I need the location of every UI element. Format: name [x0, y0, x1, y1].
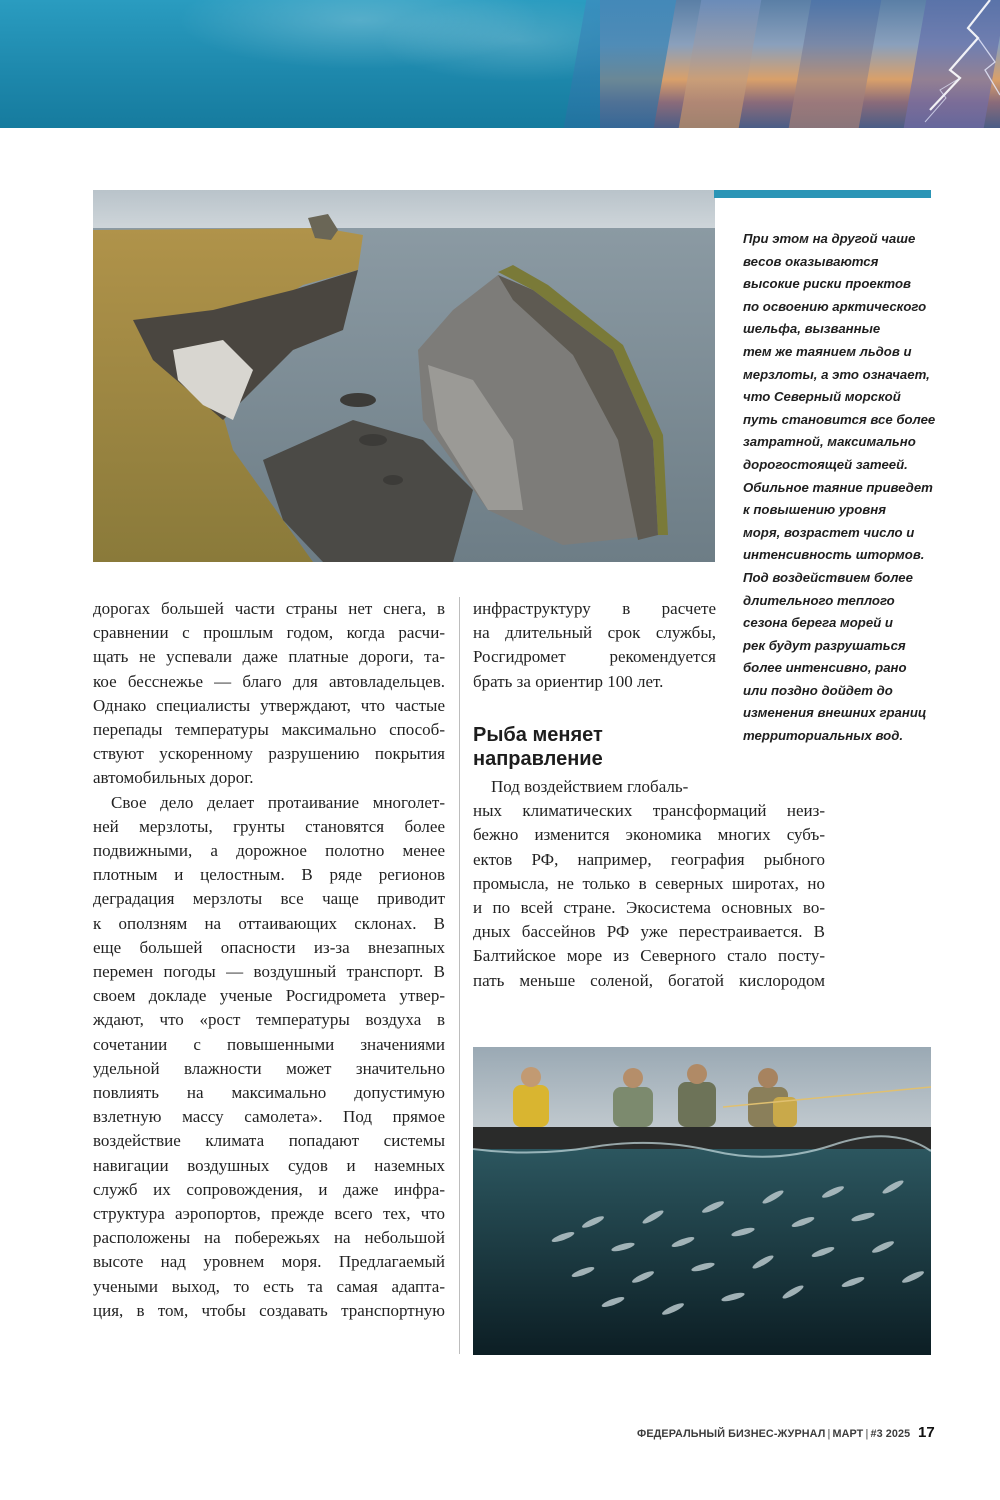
text-line: перепады температуры максимально способ-	[93, 720, 445, 740]
sidebar-line: тем же таянием льдов и	[743, 343, 912, 359]
issue-number: #3 2025	[870, 1428, 911, 1440]
column-divider	[459, 597, 460, 1354]
sidebar-line: моря, возрастет число и	[743, 524, 915, 540]
text-line: промысла, не только в северных широтах, но	[473, 873, 825, 893]
text-line: Балтийское море из Северного стало посту-	[473, 946, 825, 966]
text-line: Однако специалисты утверждают, что частые	[93, 695, 445, 715]
text-line: Под воздействием глобаль-	[491, 777, 689, 796]
text-line: расположены на побережьях на небольшой	[93, 1228, 445, 1248]
sidebar-line: или поздно дойдет до	[743, 682, 893, 698]
text-line: плотным и целостным. В ряде регионов	[93, 865, 445, 885]
text-line: ствуют ускоренному разрушению покрытия	[93, 744, 445, 764]
text-line: сравнении с прошлым годом, когда расчи-	[93, 623, 445, 643]
text-line: ция, в том, чтобы создавать транспортную	[93, 1300, 445, 1320]
page-number: 17	[918, 1424, 935, 1441]
text-line: учеными выход, то есть та самая адапта-	[93, 1276, 445, 1296]
sidebar-line: дорогостоящей затеей.	[743, 456, 908, 472]
header-banner	[0, 0, 1000, 128]
text-line: ектов РФ, например, география рыбного	[473, 849, 825, 869]
text-line: автомобильных дорог.	[93, 768, 254, 788]
subheading-line: направление	[473, 748, 603, 770]
text-line: еще большей опасности из-за внезапных	[93, 937, 445, 957]
text-line: ждают, что «рост температуры воздуха в	[93, 1010, 445, 1030]
text-line: инфраструктуру в расчете	[473, 599, 716, 618]
fishermen-fish-photo	[473, 1047, 931, 1355]
sidebar-line: к повышению уровня	[743, 502, 886, 518]
subheading-line: Рыба меняет	[473, 724, 603, 746]
text-line: подвижными, а дорожное полотно менее	[93, 841, 445, 861]
text-line: удельной влажности может значительно	[93, 1058, 445, 1078]
sidebar-line: затратной, максимально	[743, 434, 916, 450]
text-line: своем докладе ученые Росгидромета утвер-	[93, 986, 445, 1006]
sidebar-line: шельфа, вызванные	[743, 321, 881, 337]
issue-month: МАРТ	[832, 1428, 864, 1440]
sidebar-line: более интенсивно, рано	[743, 660, 907, 676]
sidebar-line: что Северный морской	[743, 389, 901, 405]
text-line: дных бассейнов РФ уже перестраивается. В	[473, 922, 825, 942]
text-line: брать за ориентир 100 лет.	[473, 671, 664, 691]
text-line: дорогах большей части страны нет снега, в	[93, 599, 445, 618]
sidebar-line: сезона берега морей и	[743, 615, 893, 631]
text-line: на длительный срок службы,	[473, 623, 716, 643]
sidebar-line: При этом на другой чаше	[743, 231, 916, 246]
text-line: и по всей стране. Экосистема основных во-	[473, 898, 825, 918]
text-line: Свое дело делает протаивание многолет-	[111, 792, 445, 812]
footer-journal-info: ФЕДЕРАЛЬНЫЙ БИЗНЕС-ЖУРНАЛ | МАРТ | #3 2025	[637, 1428, 911, 1440]
lightning-icon	[0, 0, 1000, 128]
sidebar-line: мерзлоты, а это означает,	[743, 366, 930, 382]
sidebar-line: длительного теплого	[743, 592, 895, 608]
sidebar-quote	[743, 228, 936, 748]
text-line: перемен погоды — воздушный транспорт. В	[93, 962, 445, 982]
sidebar-line: территориальных вод.	[743, 728, 904, 744]
sidebar-line: путь становится все более	[743, 411, 936, 427]
text-line: повлиять на максимально допустимую	[93, 1083, 445, 1103]
sidebar-line: Обильное таяние приведет	[743, 479, 933, 495]
text-line: щать не успевали даже платные дороги, та-	[93, 647, 445, 667]
sidebar-line: интенсивность штормов.	[743, 547, 925, 563]
text-line: структура аэропортов, прежде всего тех, что	[93, 1204, 445, 1224]
coastline-erosion-photo	[93, 190, 715, 562]
text-line: воздействие климата попадают системы	[93, 1131, 445, 1151]
text-line: к оползням на оттаивающих склонах. В	[93, 913, 445, 933]
sidebar-accent-rule	[714, 190, 931, 198]
text-line: бежно изменится экономика многих субъ-	[473, 825, 825, 845]
article-column-right	[473, 775, 825, 993]
article-column-left	[93, 597, 445, 1323]
text-line: взлетную массу самолета». Под прямое	[93, 1107, 445, 1127]
text-line: деградация мерзлоты все чаще приводит	[93, 889, 445, 909]
text-line: пать меньше соленой, богатой кислородом	[473, 970, 825, 990]
text-line: высоте над уровнем моря. Предлагаемый	[93, 1252, 445, 1272]
sidebar-line: высокие риски проектов	[743, 276, 911, 292]
sidebar-line: по освоению арктического	[743, 298, 927, 314]
section-subheading	[473, 723, 603, 771]
article-column-right-top	[473, 597, 716, 694]
text-line: служб их сопровождения, и даже инфра-	[93, 1179, 445, 1199]
sidebar-line: Под воздействием более	[743, 569, 913, 585]
sidebar-line: весов оказываются	[743, 253, 879, 269]
text-line: Росгидромет рекомендуется	[473, 647, 716, 667]
text-line: ней мерзлоты, грунты становятся более	[93, 816, 445, 836]
text-line: ных климатических трансформаций неиз-	[473, 801, 825, 821]
text-line: навигации воздушных судов и наземных	[93, 1155, 445, 1175]
sidebar-line: рек будут разрушаться	[743, 637, 906, 653]
sidebar-line: изменения внешних границ	[743, 705, 927, 721]
text-line: кое бесснежье — благо для автовладельцев.	[93, 671, 445, 691]
text-line: сочетании с повышенными значениями	[93, 1034, 445, 1054]
journal-name: ФЕДЕРАЛЬНЫЙ БИЗНЕС-ЖУРНАЛ	[637, 1428, 826, 1440]
